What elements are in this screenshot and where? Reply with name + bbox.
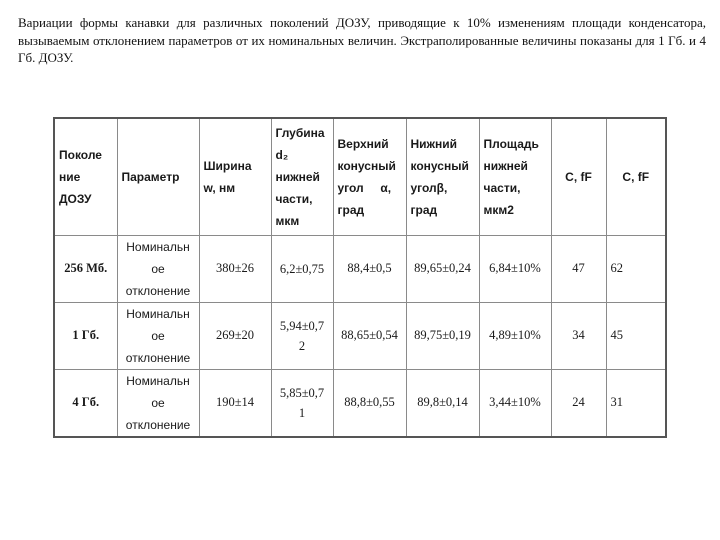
cell-capacitance-1: 24 xyxy=(551,369,606,437)
cell-parameter: Номинальн ое отклонение xyxy=(117,302,199,369)
cell-lower-angle: 89,65±0,24 xyxy=(406,235,479,302)
header-capacitance-2: С, fF xyxy=(606,118,666,235)
cell-upper-angle: 88,8±0,55 xyxy=(333,369,406,437)
cell-capacitance-2: 62 xyxy=(606,235,666,302)
header-parameter: Параметр xyxy=(117,118,199,235)
cell-generation: 1 Гб. xyxy=(54,302,117,369)
header-area: Площадь нижней части, мкм2 xyxy=(479,118,551,235)
header-capacitance-1: С, fF xyxy=(551,118,606,235)
cell-capacitance-2: 45 xyxy=(606,302,666,369)
cell-lower-angle: 89,75±0,19 xyxy=(406,302,479,369)
cell-capacitance-1: 47 xyxy=(551,235,606,302)
header-width: Ширина w, нм xyxy=(199,118,271,235)
cell-area: 4,89±10% xyxy=(479,302,551,369)
cell-upper-angle: 88,65±0,54 xyxy=(333,302,406,369)
cell-area: 3,44±10% xyxy=(479,369,551,437)
cell-area: 6,84±10% xyxy=(479,235,551,302)
cell-generation: 4 Гб. xyxy=(54,369,117,437)
dram-trench-table xyxy=(53,117,667,438)
cell-width: 380±26 xyxy=(199,235,271,302)
cell-depth: 5,85±0,7 1 xyxy=(271,369,333,437)
cell-parameter: Номинальн ое отклонение xyxy=(117,235,199,302)
table-row xyxy=(54,369,666,437)
table-row xyxy=(54,235,666,302)
cell-depth: 6,2±0,75 xyxy=(271,235,333,302)
cell-width: 269±20 xyxy=(199,302,271,369)
cell-upper-angle: 88,4±0,5 xyxy=(333,235,406,302)
header-generation: Поколе ние ДОЗУ xyxy=(54,118,117,235)
cell-capacitance-2: 31 xyxy=(606,369,666,437)
table-row xyxy=(54,302,666,369)
cell-parameter: Номинальн ое отклонение xyxy=(117,369,199,437)
cell-lower-angle: 89,8±0,14 xyxy=(406,369,479,437)
cell-depth: 5,94±0,7 2 xyxy=(271,302,333,369)
header-depth: Глубина d₂ нижней части, мкм xyxy=(271,118,333,235)
header-lower-angle: Нижний конусный уголβ, град xyxy=(406,118,479,235)
cell-width: 190±14 xyxy=(199,369,271,437)
header-upper-angle: Верхний конусный угол α, град xyxy=(333,118,406,235)
header-row xyxy=(54,118,666,235)
figure-caption: Вариации формы канавки для различных поколений ДОЗУ, приводящие к 10% изменениям площади конденсатора, вызываемым отклонением параметров от их номинальных величин. Экстраполированные величины показаны для 1 Гб. и 4 Гб. ДОЗУ. xyxy=(18,15,706,65)
cell-generation: 256 Мб. xyxy=(54,235,117,302)
cell-capacitance-1: 34 xyxy=(551,302,606,369)
